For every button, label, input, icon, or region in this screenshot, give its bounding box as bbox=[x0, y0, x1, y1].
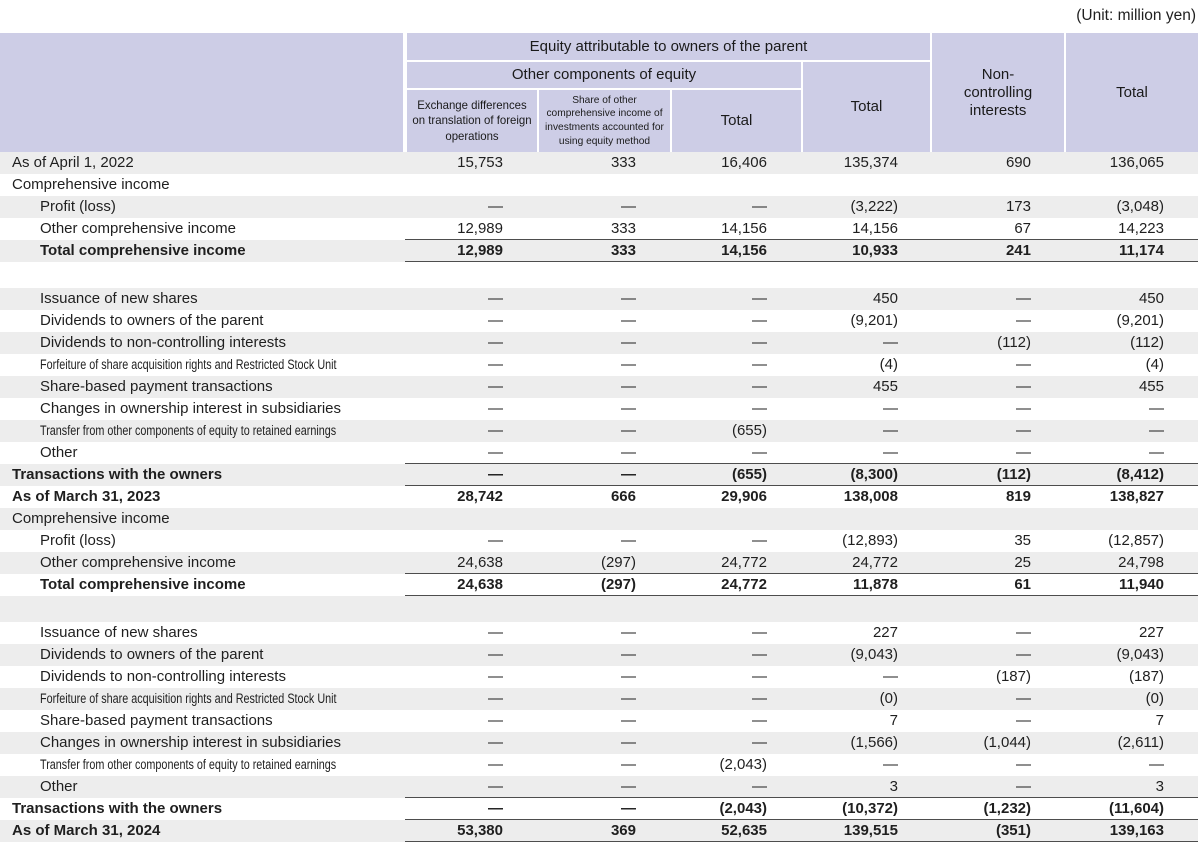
cell-value: (9,043) bbox=[1116, 646, 1164, 663]
cell-value: (10,372) bbox=[801, 798, 932, 820]
row-label-text: Comprehensive income bbox=[12, 176, 170, 193]
table-row bbox=[0, 596, 1198, 622]
cell-value: 52,635 bbox=[670, 820, 801, 842]
row-label bbox=[0, 262, 405, 288]
cell-value: 135,374 bbox=[843, 154, 898, 171]
table-row bbox=[0, 288, 1198, 310]
table-row bbox=[0, 732, 1198, 754]
cell-value: — bbox=[537, 442, 670, 464]
cell-value: 14,156 bbox=[670, 218, 801, 240]
cell-value: — bbox=[488, 400, 503, 417]
cell-value: (655) bbox=[731, 422, 767, 439]
cell-value: — bbox=[883, 422, 898, 439]
cell-value: — bbox=[1016, 624, 1031, 641]
cell-value: 450 bbox=[872, 290, 898, 307]
cell-value: (112) bbox=[997, 334, 1031, 351]
cell-value: 24,772 bbox=[670, 552, 801, 574]
table-row bbox=[0, 196, 1198, 218]
table-row bbox=[0, 710, 1198, 732]
cell-value: (297) bbox=[537, 574, 670, 596]
row-label bbox=[0, 486, 405, 508]
cell-value: 24,638 bbox=[405, 574, 537, 596]
cell-value: 53,380 bbox=[405, 820, 537, 842]
header-col-grand-total-text: Total bbox=[1116, 83, 1148, 101]
cell-value: — bbox=[752, 646, 767, 663]
row-label-text: Total comprehensive income bbox=[40, 242, 246, 259]
cell-value: — bbox=[1016, 356, 1031, 373]
table-row bbox=[0, 666, 1198, 688]
cell-value: (4) bbox=[1145, 356, 1164, 373]
cell-value: 24,798 bbox=[1065, 552, 1198, 574]
cell-value: 333 bbox=[537, 218, 670, 240]
cell-value: 227 bbox=[872, 624, 898, 641]
cell-value: — bbox=[621, 624, 636, 641]
cell-value: 25 bbox=[932, 552, 1065, 574]
cell-value: 11,174 bbox=[1065, 240, 1198, 262]
table-row bbox=[0, 552, 1198, 574]
header-col-non-controlling-interests bbox=[932, 33, 1064, 152]
cell-value: — bbox=[488, 422, 503, 439]
cell-value: — bbox=[1016, 290, 1031, 307]
row-label-text: Changes in ownership interest in subsidiaries bbox=[40, 400, 341, 417]
header-col-grand-total bbox=[1066, 33, 1198, 152]
row-label-text: As of March 31, 2023 bbox=[12, 488, 161, 505]
cell-value bbox=[405, 508, 537, 530]
cell-value: (0) bbox=[879, 690, 898, 707]
row-label bbox=[0, 508, 405, 530]
cell-value bbox=[670, 262, 801, 288]
cell-value: 241 bbox=[932, 240, 1065, 262]
cell-value: 35 bbox=[1014, 532, 1031, 549]
table-row bbox=[0, 398, 1198, 420]
row-label bbox=[0, 732, 405, 754]
cell-value: — bbox=[752, 668, 767, 685]
row-label bbox=[0, 552, 405, 574]
equity-table bbox=[0, 33, 1198, 842]
header-col-total-parent-text: Total bbox=[850, 98, 883, 115]
cell-value: — bbox=[621, 400, 636, 417]
row-label bbox=[0, 574, 405, 596]
cell-value: 28,742 bbox=[457, 488, 503, 505]
table-row bbox=[0, 688, 1198, 710]
row-label-text: Transactions with the owners bbox=[12, 800, 223, 817]
row-label-text: Profit (loss) bbox=[40, 198, 116, 215]
cell-value: (0) bbox=[1145, 690, 1164, 707]
cell-value: — bbox=[752, 690, 767, 707]
row-label-text: Comprehensive income bbox=[12, 510, 170, 527]
cell-value: 369 bbox=[537, 820, 670, 842]
cell-value: (2,043) bbox=[670, 798, 801, 820]
table-row bbox=[0, 530, 1198, 552]
row-label bbox=[0, 442, 405, 464]
cell-value: 7 bbox=[889, 712, 898, 729]
cell-value: — bbox=[488, 690, 503, 707]
cell-value: — bbox=[488, 668, 503, 685]
row-label bbox=[0, 218, 405, 240]
cell-value: (1,232) bbox=[932, 798, 1065, 820]
cell-value: — bbox=[1065, 442, 1198, 464]
cell-value: — bbox=[1016, 422, 1031, 439]
cell-value: — bbox=[752, 356, 767, 373]
row-label-text: Dividends to non-controlling interests bbox=[40, 668, 286, 685]
cell-value: 138,827 bbox=[1109, 488, 1164, 505]
row-label-text: Transfer from other components of equity to retained earnings bbox=[40, 757, 337, 772]
row-label-text: Dividends to non-controlling interests bbox=[40, 334, 286, 351]
cell-value bbox=[537, 174, 670, 196]
table-row bbox=[0, 820, 1198, 842]
cell-value: — bbox=[488, 532, 503, 549]
cell-value bbox=[932, 596, 1065, 622]
cell-value: — bbox=[621, 532, 636, 549]
row-label bbox=[0, 666, 405, 688]
row-label bbox=[0, 174, 405, 196]
cell-value: — bbox=[405, 776, 537, 798]
cell-value: — bbox=[621, 690, 636, 707]
cell-value: — bbox=[883, 400, 898, 417]
cell-value: 227 bbox=[1138, 624, 1164, 641]
cell-value bbox=[1065, 596, 1198, 622]
row-label bbox=[0, 288, 405, 310]
table-row bbox=[0, 754, 1198, 776]
cell-value: (1,566) bbox=[850, 734, 898, 751]
cell-value: (297) bbox=[537, 552, 670, 574]
cell-value: 139,515 bbox=[801, 820, 932, 842]
table-row bbox=[0, 174, 1198, 196]
cell-value bbox=[537, 596, 670, 622]
cell-value: — bbox=[488, 756, 503, 773]
cell-value: — bbox=[621, 378, 636, 395]
cell-value: — bbox=[621, 712, 636, 729]
cell-value bbox=[537, 262, 670, 288]
table-row bbox=[0, 354, 1198, 376]
unit-label: (Unit: million yen) bbox=[1076, 7, 1196, 24]
row-label-text: Changes in ownership interest in subsidiaries bbox=[40, 734, 341, 751]
cell-value: (3,222) bbox=[850, 198, 898, 215]
row-label bbox=[0, 596, 405, 622]
header-other-components bbox=[407, 62, 801, 88]
row-label bbox=[0, 530, 405, 552]
row-label bbox=[0, 420, 405, 442]
cell-value: — bbox=[1016, 756, 1031, 773]
cell-value: — bbox=[488, 334, 503, 351]
cell-value: 450 bbox=[1138, 290, 1164, 307]
cell-value: — bbox=[752, 378, 767, 395]
cell-value: (655) bbox=[670, 464, 801, 486]
cell-value: 12,989 bbox=[405, 240, 537, 262]
row-label bbox=[0, 754, 405, 776]
cell-value: 455 bbox=[1138, 378, 1164, 395]
header-col-non-controlling-interests-text: Non-controlling interests bbox=[963, 65, 1033, 119]
cell-value: — bbox=[621, 334, 636, 351]
cell-value: 690 bbox=[1005, 154, 1031, 171]
cell-value: 14,156 bbox=[670, 240, 801, 262]
row-label bbox=[0, 776, 405, 798]
header-other-components-text: Other components of equity bbox=[511, 66, 697, 83]
table-row bbox=[0, 240, 1198, 262]
table-row bbox=[0, 310, 1198, 332]
header-equity-parent bbox=[407, 33, 930, 60]
row-label bbox=[0, 622, 405, 644]
cell-value: — bbox=[1016, 690, 1031, 707]
cell-value: — bbox=[1016, 712, 1031, 729]
cell-value: (8,412) bbox=[1065, 464, 1198, 486]
cell-value bbox=[405, 174, 537, 196]
cell-value: — bbox=[1016, 646, 1031, 663]
cell-value bbox=[405, 596, 537, 622]
cell-value: — bbox=[1149, 756, 1164, 773]
cell-value: — bbox=[1016, 312, 1031, 329]
cell-value: (11,604) bbox=[1065, 798, 1198, 820]
table-row bbox=[0, 420, 1198, 442]
table-row bbox=[0, 486, 1198, 508]
row-label-text: Forfeiture of share acquisition rights and Restricted Stock Unit bbox=[40, 357, 337, 372]
cell-value: (112) bbox=[1130, 334, 1164, 351]
cell-value: — bbox=[883, 334, 898, 351]
header-col-total-other-components bbox=[672, 90, 801, 152]
header-col-total-parent bbox=[803, 62, 930, 152]
row-label bbox=[0, 798, 405, 820]
row-label bbox=[0, 820, 405, 842]
cell-value bbox=[1065, 174, 1198, 196]
cell-value: — bbox=[621, 756, 636, 773]
row-label-text: Dividends to owners of the parent bbox=[40, 312, 264, 329]
cell-value: — bbox=[537, 464, 670, 486]
row-label bbox=[0, 398, 405, 420]
cell-value: — bbox=[752, 198, 767, 215]
row-label bbox=[0, 240, 405, 262]
cell-value: 29,906 bbox=[721, 488, 767, 505]
row-label-text: Issuance of new shares bbox=[40, 290, 198, 307]
table-row bbox=[0, 798, 1198, 820]
header-col-share-oci-text: Share of other comprehensive income of investments accounted for using equity method bbox=[545, 93, 664, 147]
cell-value: 11,940 bbox=[1065, 574, 1198, 596]
row-label bbox=[0, 376, 405, 398]
cell-value: — bbox=[1149, 400, 1164, 417]
row-label bbox=[0, 644, 405, 666]
cell-value: 11,878 bbox=[801, 574, 932, 596]
row-label bbox=[0, 688, 405, 710]
table-row bbox=[0, 622, 1198, 644]
cell-value: (3,048) bbox=[1116, 198, 1164, 215]
cell-value: 24,772 bbox=[801, 552, 932, 574]
cell-value: (9,043) bbox=[850, 646, 898, 663]
cell-value: — bbox=[1016, 378, 1031, 395]
cell-value: (112) bbox=[932, 464, 1065, 486]
table-row bbox=[0, 262, 1198, 288]
cell-value: (9,201) bbox=[1116, 312, 1164, 329]
cell-value bbox=[801, 262, 932, 288]
cell-value: — bbox=[537, 776, 670, 798]
cell-value: (4) bbox=[879, 356, 898, 373]
cell-value: — bbox=[621, 312, 636, 329]
cell-value: — bbox=[488, 356, 503, 373]
table-row bbox=[0, 152, 1198, 174]
row-label bbox=[0, 310, 405, 332]
cell-value: 3 bbox=[1065, 776, 1198, 798]
cell-value: — bbox=[621, 198, 636, 215]
cell-value: — bbox=[670, 776, 801, 798]
cell-value: — bbox=[405, 442, 537, 464]
cell-value: — bbox=[405, 464, 537, 486]
row-label-text: As of March 31, 2024 bbox=[12, 822, 161, 839]
cell-value: — bbox=[752, 334, 767, 351]
cell-value: — bbox=[752, 532, 767, 549]
cell-value: (187) bbox=[1128, 668, 1164, 685]
cell-value: — bbox=[752, 734, 767, 751]
row-label-text: Profit (loss) bbox=[40, 532, 116, 549]
row-label bbox=[0, 354, 405, 376]
table-row bbox=[0, 644, 1198, 666]
row-label-text: Transfer from other components of equity to retained earnings bbox=[40, 423, 337, 438]
cell-value: (12,857) bbox=[1108, 532, 1164, 549]
table-row bbox=[0, 776, 1198, 798]
cell-value: — bbox=[621, 668, 636, 685]
cell-value: — bbox=[621, 422, 636, 439]
cell-value: 173 bbox=[1005, 198, 1031, 215]
cell-value: (9,201) bbox=[850, 312, 898, 329]
row-label-text: Total comprehensive income bbox=[40, 576, 246, 593]
cell-value: — bbox=[488, 198, 503, 215]
cell-value: (187) bbox=[995, 668, 1031, 685]
row-label-text: Other comprehensive income bbox=[40, 554, 236, 571]
cell-value bbox=[670, 174, 801, 196]
cell-value bbox=[1065, 262, 1198, 288]
header-row-label-column bbox=[0, 33, 403, 152]
row-label bbox=[0, 464, 405, 486]
table-row bbox=[0, 218, 1198, 240]
cell-value: 16,406 bbox=[721, 154, 767, 171]
header-col-total-other-components-text: Total bbox=[720, 112, 753, 129]
row-label-text: Share-based payment transactions bbox=[40, 378, 273, 395]
table-row bbox=[0, 332, 1198, 354]
row-label-text: Dividends to owners of the parent bbox=[40, 646, 264, 663]
row-label-text: Issuance of new shares bbox=[40, 624, 198, 641]
cell-value: 61 bbox=[932, 574, 1065, 596]
cell-value bbox=[932, 508, 1065, 530]
cell-value bbox=[932, 262, 1065, 288]
cell-value: — bbox=[537, 798, 670, 820]
cell-value: 14,223 bbox=[1065, 218, 1198, 240]
cell-value: (2,043) bbox=[719, 756, 767, 773]
table-row bbox=[0, 442, 1198, 464]
cell-value: (1,044) bbox=[983, 734, 1031, 751]
header-col-exchange-differences bbox=[407, 90, 537, 152]
header-equity-parent-text: Equity attributable to owners of the parent bbox=[529, 37, 808, 55]
cell-value: 3 bbox=[801, 776, 932, 798]
cell-value: — bbox=[488, 312, 503, 329]
table-row bbox=[0, 376, 1198, 398]
cell-value: (8,300) bbox=[801, 464, 932, 486]
row-label-text: Other comprehensive income bbox=[40, 220, 236, 237]
cell-value: — bbox=[621, 290, 636, 307]
cell-value: — bbox=[752, 624, 767, 641]
table-row bbox=[0, 464, 1198, 486]
cell-value: 136,065 bbox=[1109, 154, 1164, 171]
cell-value: 67 bbox=[932, 218, 1065, 240]
cell-value: 138,008 bbox=[843, 488, 898, 505]
cell-value bbox=[405, 262, 537, 288]
header-col-share-oci bbox=[539, 90, 670, 152]
cell-value: — bbox=[932, 442, 1065, 464]
cell-value: (12,893) bbox=[842, 532, 898, 549]
table-row bbox=[0, 574, 1198, 596]
cell-value: 15,753 bbox=[457, 154, 503, 171]
cell-value: 819 bbox=[1005, 488, 1031, 505]
table-row bbox=[0, 508, 1198, 530]
cell-value: — bbox=[1149, 422, 1164, 439]
cell-value: — bbox=[752, 400, 767, 417]
cell-value: — bbox=[752, 712, 767, 729]
cell-value bbox=[670, 596, 801, 622]
cell-value bbox=[1065, 508, 1198, 530]
cell-value: — bbox=[488, 624, 503, 641]
cell-value: — bbox=[488, 734, 503, 751]
row-label bbox=[0, 710, 405, 732]
cell-value bbox=[801, 596, 932, 622]
cell-value: 333 bbox=[610, 154, 636, 171]
cell-value: — bbox=[752, 312, 767, 329]
row-label-text: Transactions with the owners bbox=[12, 466, 223, 483]
cell-value: 24,772 bbox=[670, 574, 801, 596]
row-label bbox=[0, 196, 405, 218]
table-body bbox=[0, 152, 1198, 842]
cell-value: — bbox=[883, 668, 898, 685]
cell-value: 139,163 bbox=[1065, 820, 1198, 842]
cell-value: — bbox=[488, 646, 503, 663]
cell-value: — bbox=[488, 290, 503, 307]
cell-value: — bbox=[621, 734, 636, 751]
cell-value: 10,933 bbox=[801, 240, 932, 262]
cell-value: 666 bbox=[610, 488, 636, 505]
cell-value: — bbox=[621, 646, 636, 663]
cell-value: 455 bbox=[872, 378, 898, 395]
cell-value: — bbox=[752, 290, 767, 307]
cell-value: — bbox=[621, 356, 636, 373]
cell-value: 14,156 bbox=[801, 218, 932, 240]
cell-value: 24,638 bbox=[405, 552, 537, 574]
row-label-text: Share-based payment transactions bbox=[40, 712, 273, 729]
cell-value: (351) bbox=[932, 820, 1065, 842]
cell-value: (2,611) bbox=[1117, 734, 1164, 751]
cell-value: 333 bbox=[537, 240, 670, 262]
cell-value bbox=[537, 508, 670, 530]
cell-value: — bbox=[932, 776, 1065, 798]
row-label-text: As of April 1, 2022 bbox=[12, 154, 134, 171]
cell-value: — bbox=[1016, 400, 1031, 417]
cell-value bbox=[670, 508, 801, 530]
row-label bbox=[0, 332, 405, 354]
row-label-text: Forfeiture of share acquisition rights and Restricted Stock Unit bbox=[40, 691, 337, 706]
cell-value: — bbox=[801, 442, 932, 464]
cell-value bbox=[801, 174, 932, 196]
cell-value: — bbox=[883, 756, 898, 773]
cell-value bbox=[801, 508, 932, 530]
cell-value bbox=[932, 174, 1065, 196]
table-header bbox=[0, 33, 1198, 152]
cell-value: — bbox=[488, 712, 503, 729]
row-label-text: Other bbox=[40, 444, 78, 461]
row-label-text: Other bbox=[40, 778, 78, 795]
cell-value: 7 bbox=[1155, 712, 1164, 729]
cell-value: — bbox=[405, 798, 537, 820]
row-label bbox=[0, 152, 405, 174]
cell-value: — bbox=[488, 378, 503, 395]
cell-value: 12,989 bbox=[405, 218, 537, 240]
header-col-exchange-differences-text: Exchange differences on translation of foreign operations bbox=[412, 97, 532, 143]
cell-value: — bbox=[670, 442, 801, 464]
